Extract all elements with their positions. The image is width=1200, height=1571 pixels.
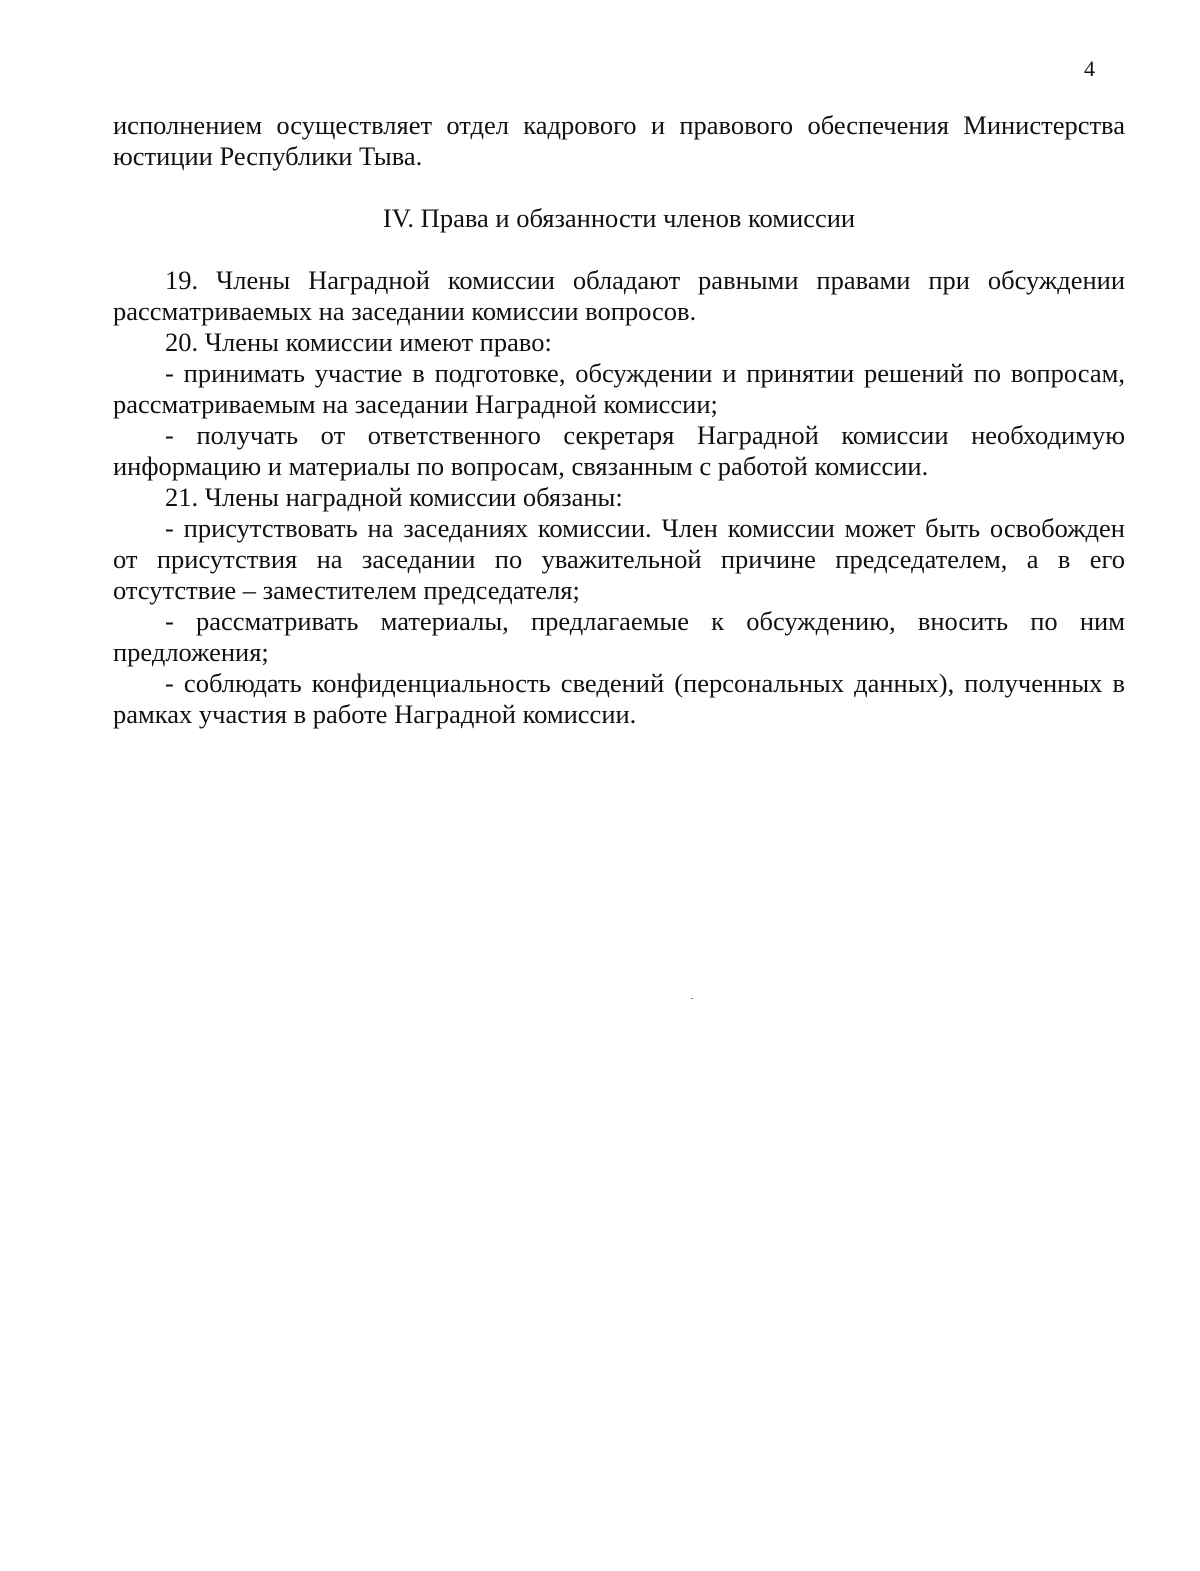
section-heading: IV. Права и обязанности членов комиссии (382, 203, 856, 233)
scan-speck (691, 998, 693, 999)
continuation-paragraph: исполнением осуществляет отдел кадрового и правового обеспечения Министерства юстиции Республики Тыва. (113, 110, 1125, 171)
list-item-duty-review: - рассматривать материалы, предлагаемые к обсуждению, вносить по ним предложения; (113, 606, 1125, 667)
spacer (113, 234, 1125, 265)
paragraph-19: 19. Члены Наградной комиссии обладают равными правами при обсуждении рассматриваемых на заседании комиссии вопросов. (113, 265, 1125, 326)
paragraph-21: 21. Члены наградной комиссии обязаны: (165, 482, 623, 512)
list-item-right-participate: - принимать участие в подготовке, обсуждении и принятии решений по вопросам, рассматриваемым на заседании Наградной комиссии; (113, 358, 1125, 419)
list-item-right-receive-info: - получать от ответственного секретаря Наградной комиссии необходимую информацию и материалы по вопросам, связанным с работой комиссии. (113, 420, 1125, 481)
document-body (113, 110, 1125, 730)
spacer (113, 172, 1125, 203)
page-number: 4 (1084, 56, 1095, 81)
list-item-duty-attend: - присутствовать на заседаниях комиссии. Член комиссии может быть освобожден от присутствия на заседании по уважительной причине председателем, а в его отсутствие – заместителем председателя; (113, 513, 1125, 605)
list-item-duty-confidentiality: - соблюдать конфиденциальность сведений (персональных данных), полученных в рамках участия в работе Наградной комиссии. (113, 668, 1125, 729)
paragraph-20: 20. Члены комиссии имеют право: (165, 327, 552, 357)
